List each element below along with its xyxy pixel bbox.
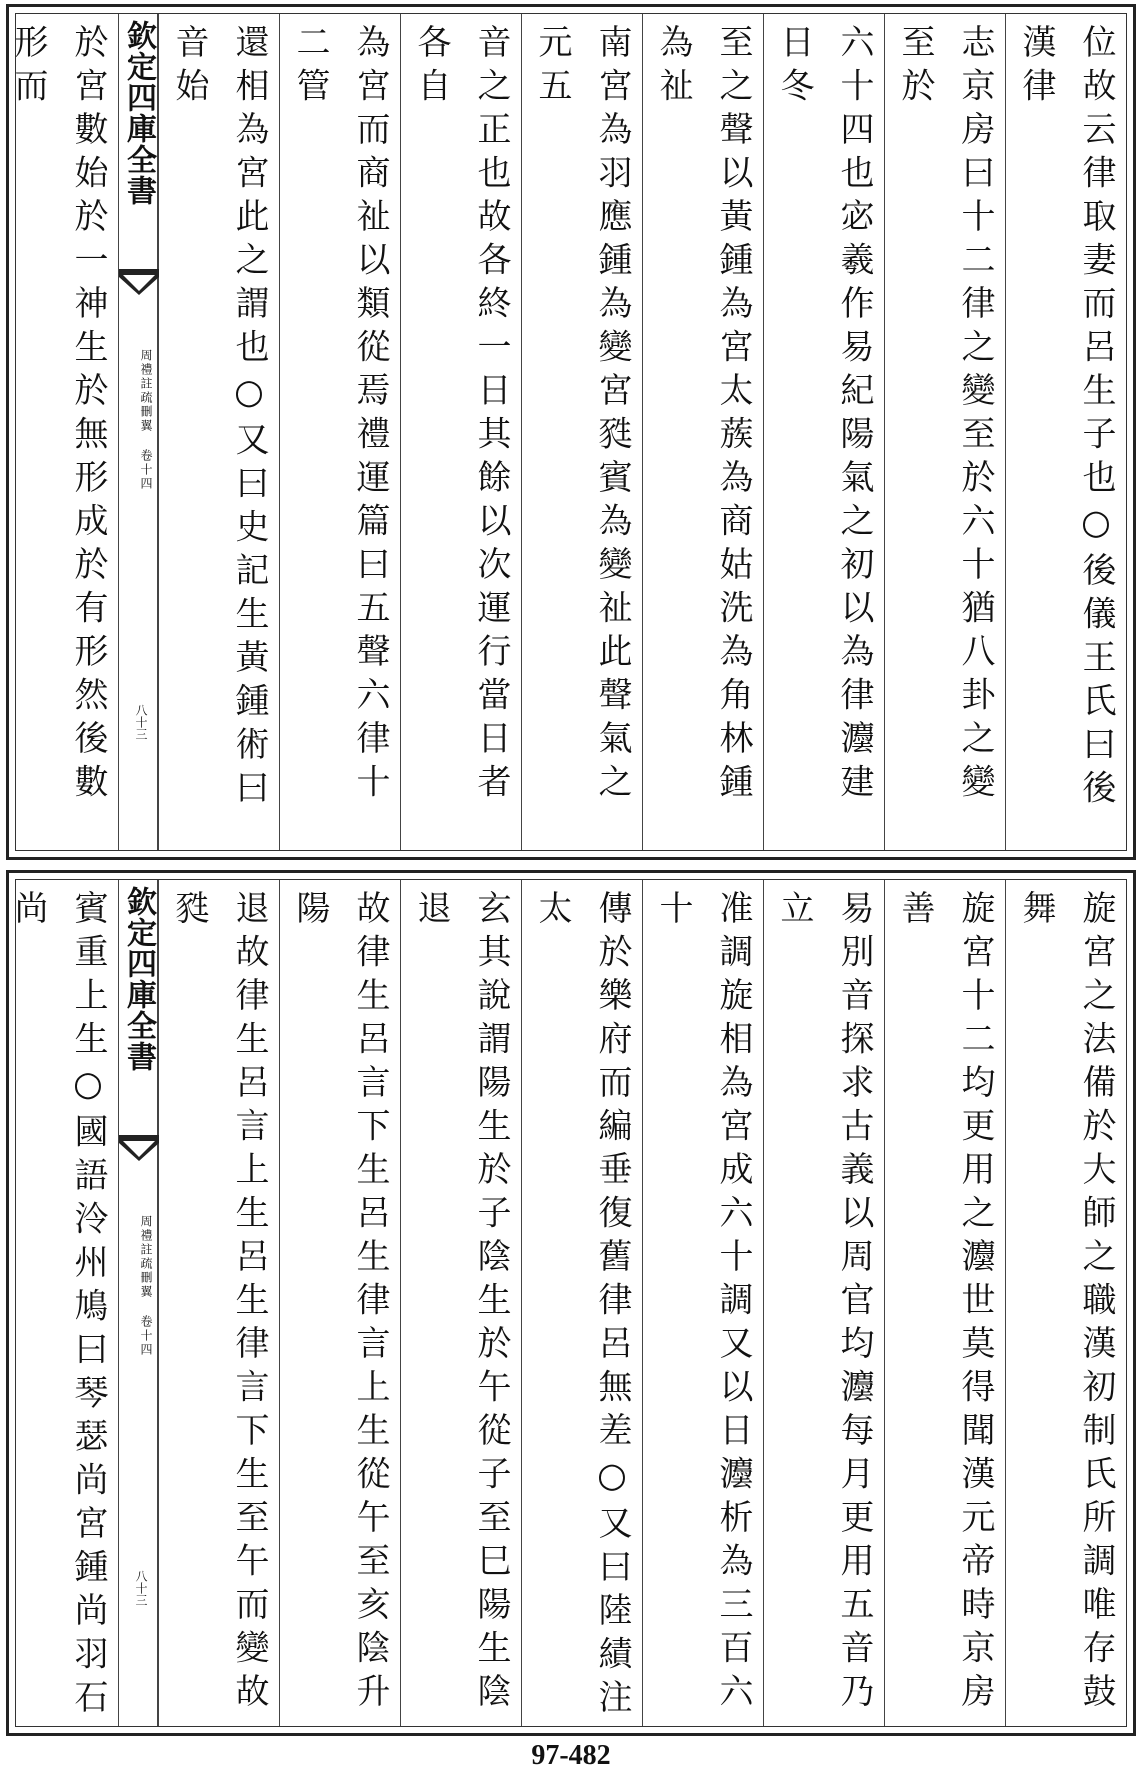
fishtail-mark-icon [119, 269, 159, 299]
text-column: 准調旋相為宮成六十調又以日灋析為三百六十 [642, 880, 763, 1726]
leaf-number: 八十三 [134, 1570, 148, 1606]
top-page [6, 4, 1136, 860]
top-page-text-frame [8, 13, 1127, 851]
bottom-page [6, 870, 1136, 1736]
text-column: 還相為宮此之謂也○又曰史記生黃鍾術曰音始 [158, 14, 279, 850]
text-column: 傳於樂府而編垂復舊律呂無差○又曰陸績注太 [521, 880, 642, 1726]
page-number: 97-482 [531, 1740, 611, 1771]
center-gutter [118, 14, 158, 850]
text-column: 於宮數始於一神生於無形成於有形然後數形而 [0, 14, 118, 850]
bottom-page-text-frame [8, 879, 1127, 1727]
text-column: 賓重上生○國語泠州鳩曰琴瑟尚宮鍾尚羽石尚 [0, 880, 118, 1726]
text-column: 玄其說謂陽生於子陰生於午從子至巳陽生陰退 [400, 880, 521, 1726]
text-column: 旋宮之法備於大師之職漢初制氏所調唯存鼓舞 [1005, 880, 1126, 1726]
text-column: 易別音探求古義以周官均灋每月更用五音乃立 [763, 880, 884, 1726]
text-column: 音之正也故各終一日其餘以次運行當日者各自 [400, 14, 521, 850]
running-title: 欽定四庫全書 [121, 886, 156, 1072]
volume-label: 周禮註疏刪翼 卷十四 [139, 349, 153, 491]
text-column: 故律生呂言下生呂生律言上生從午至亥陰升陽 [279, 880, 400, 1726]
fishtail-mark-icon [119, 1135, 159, 1165]
running-title: 欽定四庫全書 [121, 20, 156, 206]
text-column: 為宮而商祉以類從焉禮運篇曰五聲六律十二管 [279, 14, 400, 850]
center-gutter [118, 880, 158, 1726]
volume-label: 周禮註疏刪翼 卷十四 [139, 1215, 153, 1357]
text-column: 至之聲以黃鍾為宮太蔟為商姑洗為角林鍾為祉 [642, 14, 763, 850]
text-column: 退故律生呂言上生呂生律言下生至午而變故甤 [158, 880, 279, 1726]
text-column: 志京房曰十二律之變至於六十猶八卦之變至於 [884, 14, 1005, 850]
leaf-number: 八十三 [134, 704, 148, 740]
text-column: 位故云律取妻而呂生子也○後儀王氏曰後漢律 [1005, 14, 1126, 850]
text-column: 六十四也宓羲作易紀陽氣之初以為律灋建日冬 [763, 14, 884, 850]
text-column: 旋宮十二均更用之灋世莫得聞漢元帝時京房善 [884, 880, 1005, 1726]
text-column: 南宮為羽應鍾為變宮甤賓為變祉此聲氣之元五 [521, 14, 642, 850]
